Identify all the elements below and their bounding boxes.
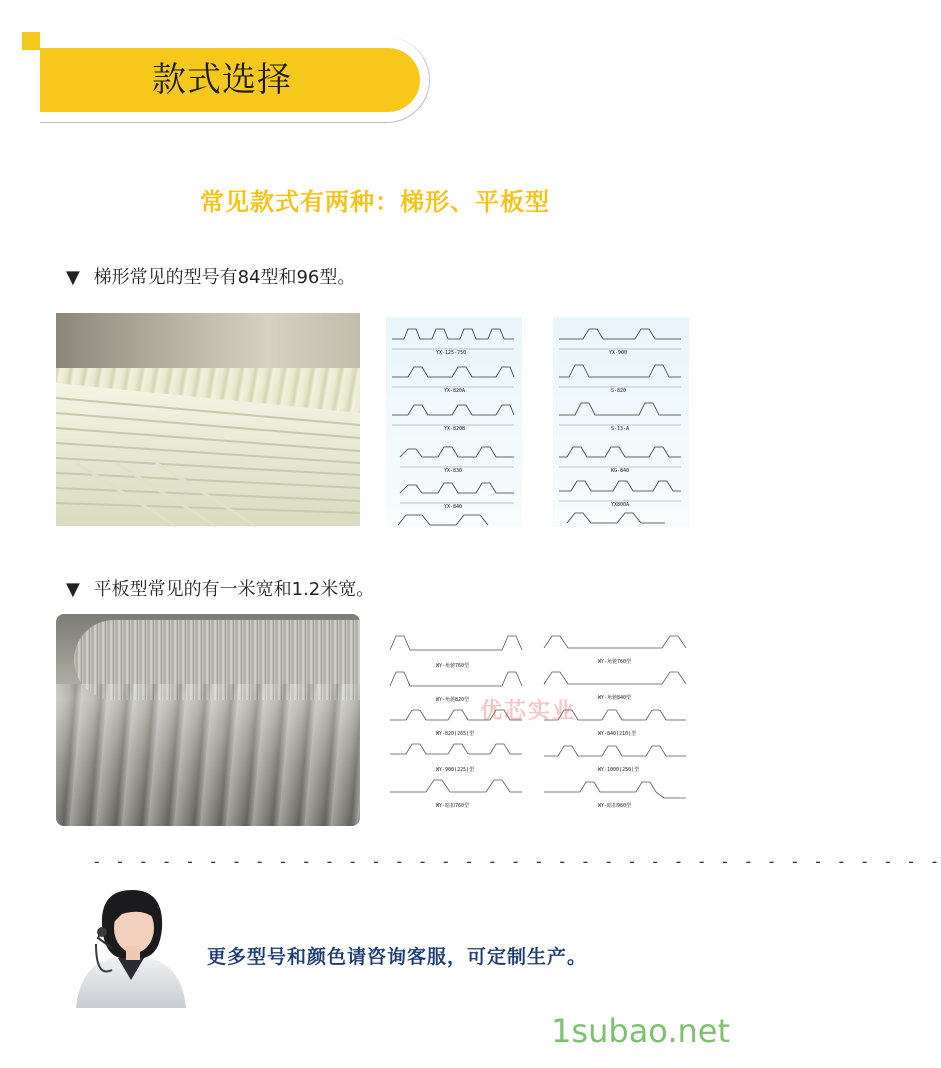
trapezoid-profile-diagram-right — [553, 317, 689, 527]
profile-label: S-820 — [611, 388, 627, 394]
profile-label: YX-900 — [609, 350, 628, 356]
dashed-divider: - - - - - - - - - - - - - - - - - - - - - - - - - - - - - - - - - - - - - — [92, 852, 941, 871]
profile-label: WY-角驰820型 — [436, 697, 470, 703]
section-trapezoid-heading — [66, 266, 355, 290]
profile-label: YX-125-750 — [436, 350, 467, 356]
profile-label: WY-820(265)型 — [436, 731, 475, 737]
page-title: 款式选择 — [152, 60, 292, 100]
section-trapezoid-text: 梯形常见的型号有84型和96型。 — [93, 267, 356, 288]
profile-label: WY-840(210)型 — [598, 731, 637, 737]
profile-label: WY-暗扣960型 — [598, 803, 632, 809]
site-watermark: 1subao.net — [551, 1012, 730, 1050]
triangle-marker-icon: ▼ — [66, 579, 80, 600]
triangle-marker-icon: ▼ — [66, 267, 80, 288]
diagram-watermark: 优芯实业 — [480, 699, 577, 724]
profile-label: WY-900(225)型 — [436, 767, 475, 773]
customer-service-avatar — [72, 884, 190, 1008]
section-flat-text: 平板型常见的有一米宽和1.2米宽。 — [93, 579, 375, 600]
service-contact-text: 更多型号和颜色请咨询客服，可定制生产。 — [207, 946, 588, 968]
profile-label: WY-1000(250)型 — [598, 767, 640, 773]
profile-label: WY-角驰840型 — [598, 695, 632, 701]
flat-sheet-roll-photo — [56, 614, 360, 826]
profile-label: YX-830 — [444, 468, 463, 474]
profile-label: WY-角驰760型 — [436, 663, 470, 669]
trapezoid-sheets-photo — [56, 313, 360, 526]
section-flat-heading — [66, 578, 374, 602]
header-accent-square — [22, 32, 40, 50]
profile-label: YX-820A — [444, 388, 466, 394]
profile-label: YX800A — [611, 502, 630, 508]
profile-label: S-13-A — [611, 426, 630, 432]
profile-label: YX-820B — [444, 426, 466, 432]
profile-label: KG-840 — [611, 468, 630, 474]
trapezoid-profile-diagram-left — [386, 317, 522, 527]
subtitle: 常见款式有两种：梯形、平板型 — [200, 188, 550, 216]
profile-label: WY-暗扣760型 — [436, 803, 470, 809]
profile-label: WY-角驰760型 — [598, 659, 632, 665]
profile-label: YX-840 — [444, 504, 463, 510]
